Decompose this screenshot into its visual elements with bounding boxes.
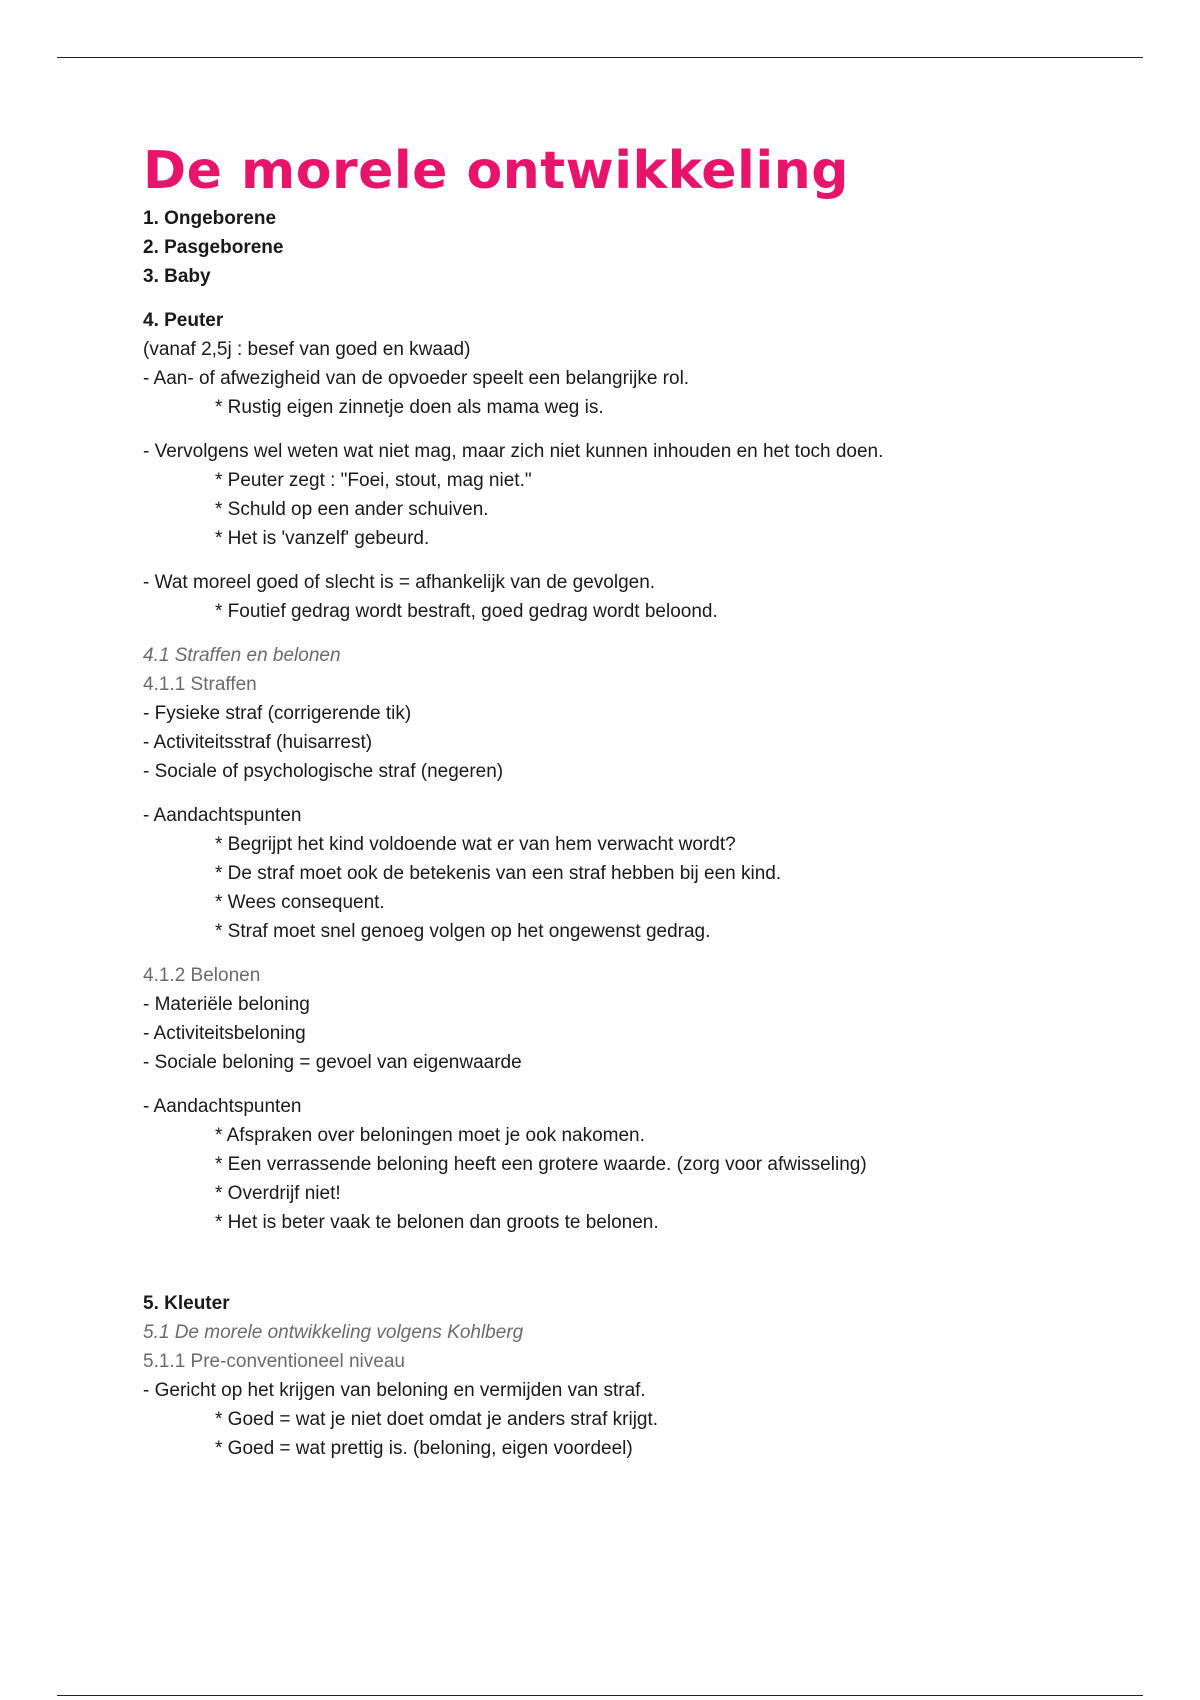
peuter-point-3: - Wat moreel goed of slecht is = afhankelijk van de gevolgen. — [143, 572, 656, 593]
peuter-point-1: - Aan- of afwezigheid van de opvoeder speelt een belangrijke rol. — [143, 368, 690, 389]
peuter-intro: (vanaf 2,5j : besef van goed en kwaad) — [143, 339, 471, 360]
straffen-item: - Fysieke straf (corrigerende tik) — [143, 703, 412, 724]
straffen-aandachtspunten: - Aandachtspunten — [143, 805, 302, 826]
peuter-point-2-sub: * Peuter zegt : "Foei, stout, mag niet." — [215, 470, 532, 491]
straffen-aandachtspunt: * De straf moet ook de betekenis van een straf hebben bij een kind. — [215, 863, 782, 884]
section-peuter-heading: 4. Peuter — [143, 310, 224, 331]
subsubsection-straffen: 4.1.1 Straffen — [143, 674, 257, 695]
straffen-aandachtspunt: * Wees consequent. — [215, 892, 385, 913]
belonen-aandachtspunten: - Aandachtspunten — [143, 1096, 302, 1117]
document-title: De morele ontwikkeling — [143, 141, 849, 201]
kleuter-point-1: - Gericht op het krijgen van beloning en vermijden van straf. — [143, 1380, 646, 1401]
document-page — [143, 140, 1143, 1463]
peuter-point-2-sub: * Schuld op een ander schuiven. — [215, 499, 489, 520]
subsection-straffen-belonen: 4.1 Straffen en belonen — [143, 645, 341, 666]
peuter-point-2: - Vervolgens wel weten wat niet mag, maar zich niet kunnen inhouden en het toch doen. — [143, 441, 884, 462]
belonen-item: - Activiteitsbeloning — [143, 1023, 306, 1044]
subsubsection-belonen: 4.1.2 Belonen — [143, 965, 261, 986]
footer-rule — [57, 1695, 1143, 1696]
belonen-aandachtspunt: * Het is beter vaak te belonen dan groots te belonen. — [215, 1212, 659, 1233]
straffen-item: - Activiteitsstraf (huisarrest) — [143, 732, 373, 753]
peuter-point-3-sub: * Foutief gedrag wordt bestraft, goed gedrag wordt beloond. — [215, 601, 718, 622]
kleuter-point-1-sub: * Goed = wat je niet doet omdat je anders straf krijgt. — [215, 1409, 659, 1430]
peuter-point-2-sub: * Het is 'vanzelf' gebeurd. — [215, 528, 430, 549]
subsection-kohlberg: 5.1 De morele ontwikkeling volgens Kohlberg — [143, 1322, 524, 1343]
stage-pasgeborene: 2. Pasgeborene — [143, 237, 284, 258]
header-rule — [57, 57, 1143, 58]
subsubsection-pre-conventioneel: 5.1.1 Pre-conventioneel niveau — [143, 1351, 405, 1372]
belonen-item: - Sociale beloning = gevoel van eigenwaarde — [143, 1052, 522, 1073]
peuter-point-1-sub: * Rustig eigen zinnetje doen als mama weg is. — [215, 397, 604, 418]
section-kleuter-heading: 5. Kleuter — [143, 1293, 230, 1314]
belonen-item: - Materiële beloning — [143, 994, 310, 1015]
stage-ongeborene: 1. Ongeborene — [143, 208, 277, 229]
belonen-aandachtspunt: * Afspraken over beloningen moet je ook nakomen. — [215, 1125, 645, 1146]
belonen-aandachtspunt: * Een verrassende beloning heeft een grotere waarde. (zorg voor afwisseling) — [215, 1154, 867, 1175]
kleuter-point-1-sub: * Goed = wat prettig is. (beloning, eigen voordeel) — [215, 1438, 633, 1459]
straffen-aandachtspunt: * Begrijpt het kind voldoende wat er van hem verwacht wordt? — [215, 834, 736, 855]
straffen-item: - Sociale of psychologische straf (negeren) — [143, 761, 504, 782]
stage-baby: 3. Baby — [143, 266, 211, 287]
belonen-aandachtspunt: * Overdrijf niet! — [215, 1183, 341, 1204]
straffen-aandachtspunt: * Straf moet snel genoeg volgen op het ongewenst gedrag. — [215, 921, 711, 942]
